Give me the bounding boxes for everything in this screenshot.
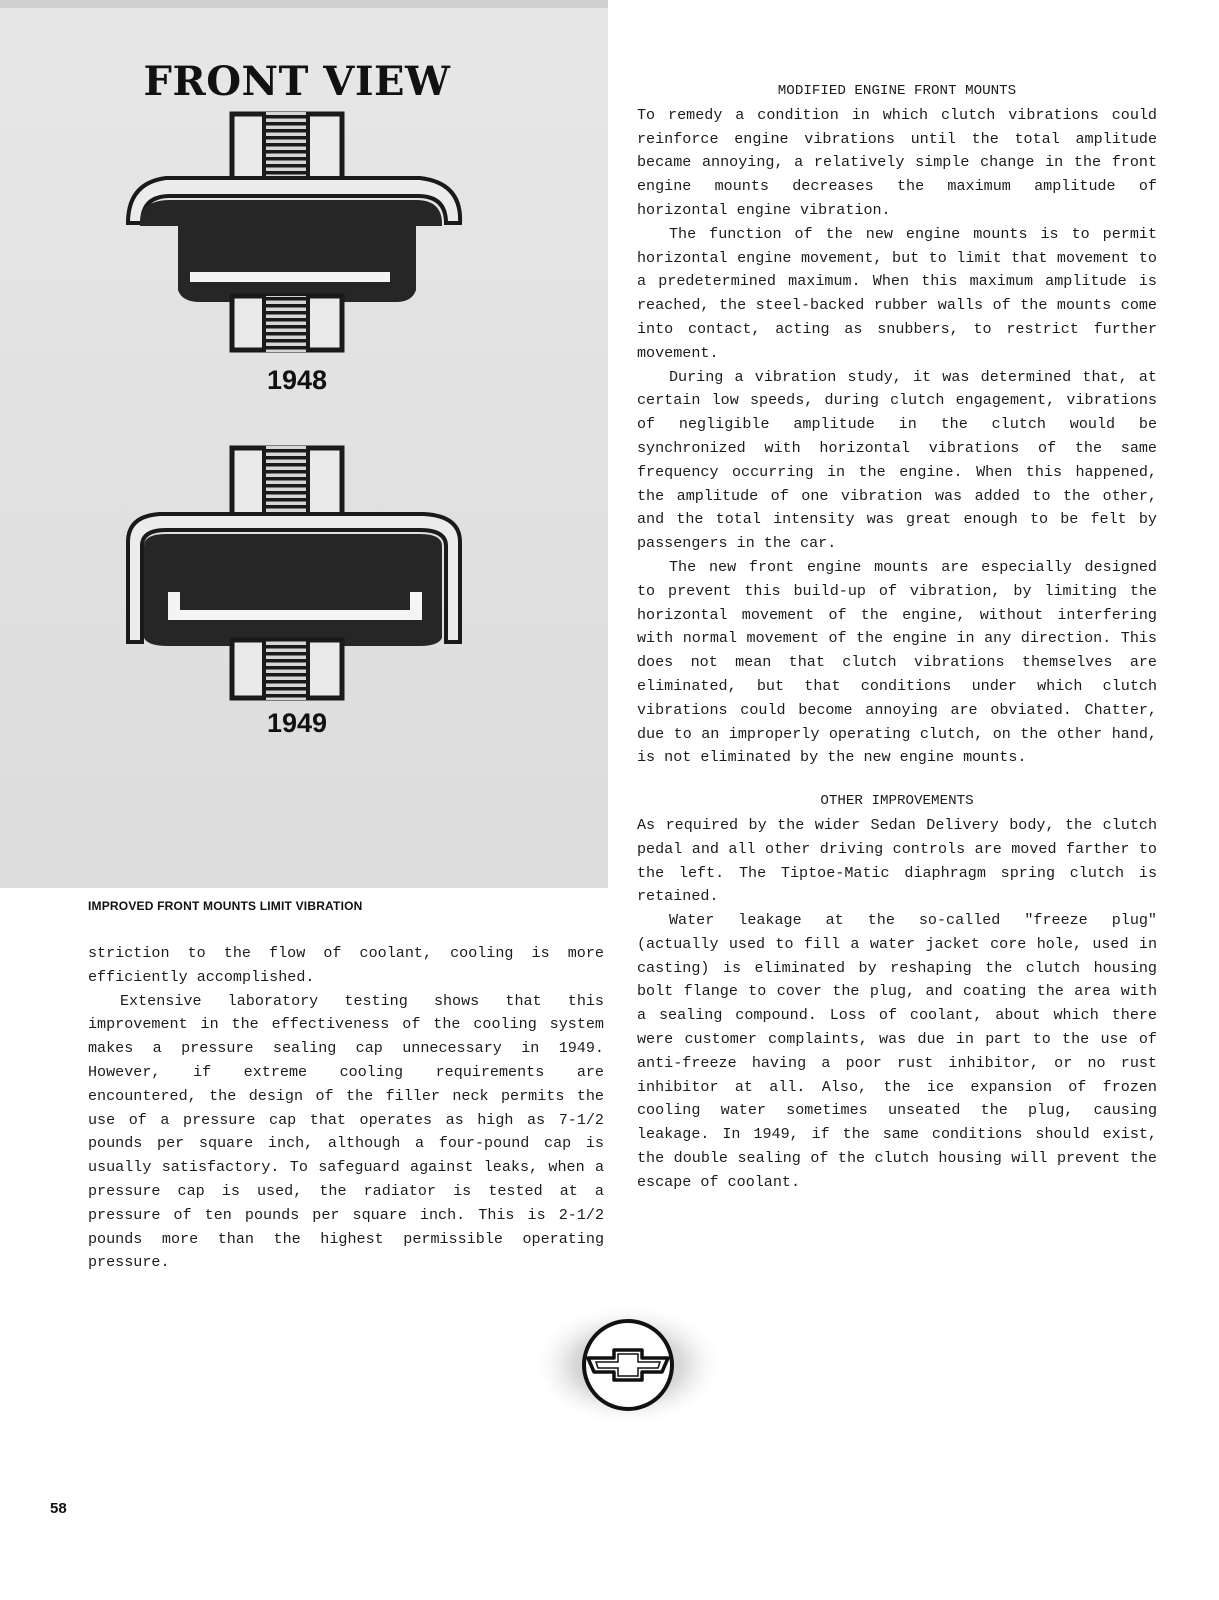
year-label-1949: 1949 bbox=[266, 708, 328, 738]
right-paragraph-2: The function of the new engine mounts is to permit horizontal engine movement, but to limit that movement to a predetermined maximum. When this maximum amplitude is reached, the steel-backed rubber walls of the mounts come into contact, acting as snubbers, to restrict further movement. bbox=[637, 224, 1157, 362]
section-heading-other-improvements: OTHER IMPROVEMENTS bbox=[820, 793, 974, 810]
page-number: 58 bbox=[50, 1500, 67, 1517]
chevrolet-bowtie-logo-icon bbox=[528, 1300, 728, 1430]
figure-caption: IMPROVED FRONT MOUNTS LIMIT VIBRATION bbox=[88, 899, 363, 913]
right-paragraph-6: Water leakage at the so-called "freeze plug" (actually used to fill a water jacket core hole, used in casting) is eliminated by reshaping the clutch housing bolt flange to cover the plug, and coating the area with a sealing compound. Loss of coolant, about which there were customer complaints, was due in part to the use of anti-freeze having a poor rust inhibitor, or no rust inhibitor at all. Also, the ice expansion of frozen cooling water sometimes unseated the plug, causing leakage. In 1949, if the same conditions should exist, the double sealing of the clutch housing will prevent the escape of coolant. bbox=[637, 911, 1157, 1191]
left-column bbox=[88, 942, 604, 1275]
left-paragraph-2: Extensive laboratory testing shows that this improvement in the effectiveness of the cooling system makes a pressure sealing cap unnecessary in 1949. However, if extreme cooling requirements are encountered, the design of the filler neck permits the use of a pressure cap that operates as high as 7-1/2 pounds per square inch, although a four-pound cap is usually satisfactory. To safeguard against leaks, when a pressure cap is used, the radiator is tested at a pressure of ten pounds per square inch. This is 2-1/2 pounds more than the highest permissible operating pressure. bbox=[88, 991, 604, 1272]
photo-top-strip bbox=[0, 0, 608, 8]
section-heading-modified-engine-front-mounts: MODIFIED ENGINE FRONT MOUNTS bbox=[777, 83, 1017, 99]
figure-photo bbox=[0, 0, 608, 888]
engine-mount-1948-illustration bbox=[120, 108, 470, 358]
engine-mount-1949-illustration bbox=[120, 442, 470, 704]
right-column bbox=[637, 80, 1157, 1195]
right-paragraph-1: To remedy a condition in which clutch vibrations could reinforce engine vibrations until the total amplitude became annoying, a relatively simple change in the front engine mounts decreases the maximum amplitude of horizontal engine vibration. bbox=[637, 105, 1157, 219]
right-paragraph-4: The new front engine mounts are especially designed to prevent this build-up of vibration, by limiting the horizontal movement of the engine, without interfering with normal movement of the engine in any direction. This does not mean that clutch vibrations themselves are eliminated, but that conditions under which clutch vibrations could become annoying are obviated. Chatter, due to an improperly operating clutch, on the other hand, is not eliminated by the new engine mounts. bbox=[637, 557, 1157, 767]
left-paragraph-1: striction to the flow of coolant, cooling is more efficiently accomplished. bbox=[88, 944, 604, 986]
figure-title: FRONT VIEW bbox=[143, 58, 451, 105]
right-paragraph-5: As required by the wider Sedan Delivery body, the clutch pedal and all other driving controls are moved farther to the left. The Tiptoe-Matic diaphragm spring clutch is retained. bbox=[637, 815, 1157, 906]
year-label-1948: 1948 bbox=[266, 365, 328, 395]
right-paragraph-3: During a vibration study, it was determined that, at certain low speeds, during clutch engagement, vibrations of negligible amplitude in the clutch would be synchronized with horizontal vibrations of the same frequency occurring in the engine. When this happened, the amplitude of one vibration was added to the other, and the total intensity was great enough to be felt by passengers in the car. bbox=[637, 367, 1157, 553]
